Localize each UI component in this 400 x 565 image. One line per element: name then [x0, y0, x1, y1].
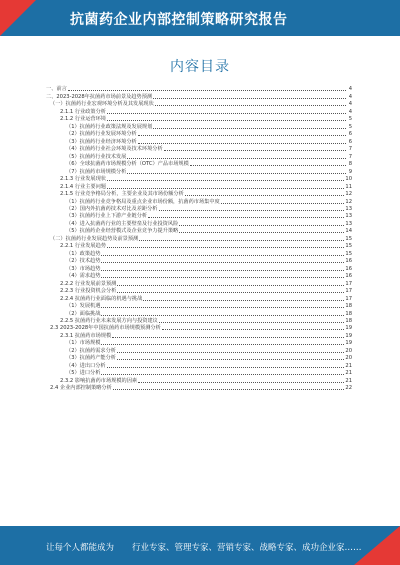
toc-entry-page: 17	[345, 288, 352, 295]
toc-leader-dots	[113, 389, 345, 390]
toc-entry-page: 16	[345, 258, 352, 265]
toc-entry-page: 20	[345, 355, 352, 362]
toc-leader-dots	[112, 337, 344, 338]
toc-entry-title: （5）抗菌药行业技术发展	[66, 153, 127, 160]
toc-entry[interactable]	[46, 108, 352, 115]
toc-leader-dots	[153, 128, 346, 129]
toc-entry[interactable]	[46, 385, 352, 392]
toc-entry-page: 21	[345, 377, 352, 384]
toc-leader-dots	[138, 382, 344, 383]
toc-entry[interactable]	[46, 206, 352, 213]
toc-entry[interactable]	[46, 86, 352, 93]
toc-entry-title: （5）抗菌药企业经营模式及企业竞争力提升策略	[66, 228, 179, 235]
toc-leader-dots	[117, 352, 344, 353]
toc-leader-dots	[101, 374, 344, 375]
toc-entry[interactable]	[46, 123, 352, 130]
toc-leader-dots	[153, 98, 346, 99]
footer-slogan-right: 行业专家、管理专家、营销专家、战略专家、成功企业家……	[132, 543, 362, 553]
toc-leader-dots	[117, 359, 344, 360]
toc-leader-dots	[117, 292, 344, 293]
toc-leader-dots	[148, 217, 344, 218]
toc-entry[interactable]	[46, 265, 352, 272]
footer-slogan-left: 让每个人都能成为	[46, 543, 115, 553]
toc-leader-dots	[127, 158, 346, 159]
toc-entry-page: 18	[345, 318, 352, 324]
toc-entry-page: 6	[348, 138, 352, 145]
toc-entry-page: 7	[348, 146, 352, 153]
toc-entry-title: 2.3.1 抗菌药市场规模	[60, 332, 112, 339]
toc-entry-page: 5	[348, 116, 352, 123]
toc-leader-dots	[143, 300, 344, 301]
toc-entry[interactable]	[46, 288, 352, 295]
toc-entry-title: 2.2.5 抗菌药行业未来发展方向与投资建议	[60, 318, 158, 324]
toc-leader-dots	[164, 150, 346, 151]
toc-leader-dots	[101, 255, 344, 256]
toc-leader-dots	[107, 367, 345, 368]
toc-leader-dots	[107, 247, 344, 248]
toc-entry-title: （二）抗菌药行业发展趋势及前景预测	[50, 235, 139, 242]
toc-entry-page: 4	[348, 86, 352, 93]
toc-leader-dots	[179, 232, 344, 233]
toc-leader-dots	[138, 143, 346, 144]
toc-entry-page: 4	[348, 101, 352, 108]
table-of-contents	[46, 86, 352, 392]
toc-leader-dots	[101, 307, 344, 308]
toc-entry[interactable]	[46, 303, 352, 310]
toc-entry[interactable]	[46, 310, 352, 317]
toc-leader-dots	[107, 120, 346, 121]
toc-entry-page: 14	[345, 228, 352, 235]
toc-entry[interactable]	[46, 131, 352, 138]
toc-entry-page: 18	[345, 303, 352, 310]
toc-entry-title: （4）抗菌药行业社会环境及技术环境分析	[66, 146, 163, 153]
header-corner-accent	[0, 0, 36, 36]
toc-entry-title: 2.4 企业内部控制策略分析	[50, 385, 112, 392]
toc-entry-title: （1）政策趋势	[66, 250, 101, 257]
toc-entry[interactable]	[46, 220, 352, 227]
toc-entry-page: 11	[345, 183, 352, 190]
toc-entry[interactable]	[46, 318, 352, 325]
toc-leader-dots	[127, 173, 346, 174]
toc-entry-title: 2.1.4 行业主要问题	[60, 183, 106, 190]
report-title: 抗菌药企业内部控制策略研究报告	[70, 12, 288, 28]
toc-entry-title: 二、2023-2028年抗菌药市场前景及趋势预测	[46, 93, 153, 100]
toc-entry-title: （3）抗菌药产能分析	[66, 355, 116, 362]
toc-entry-title: （2）抗菌药需求分析	[66, 347, 116, 354]
toc-entry-page: 12	[345, 191, 352, 198]
toc-entry-title: （4）进出口分析	[66, 362, 106, 369]
toc-entry[interactable]	[46, 213, 352, 220]
toc-entry-page: 13	[345, 205, 352, 212]
toc-entry-title: （3）抗菌药行业经济环境分析	[66, 138, 137, 145]
toc-entry-title: 2.2.3 行业投资机会分析	[60, 288, 117, 295]
toc-entry[interactable]	[46, 250, 352, 257]
toc-entry[interactable]	[46, 347, 352, 354]
toc-entry[interactable]	[46, 153, 352, 160]
toc-entry-title: 2.1.5 行业竞争格局分析，主要企业及其市场份额分析	[60, 191, 184, 198]
toc-entry[interactable]	[46, 235, 352, 242]
toc-entry-page: 4	[348, 108, 352, 115]
toc-entry[interactable]	[46, 138, 352, 145]
toc-entry-page: 19	[345, 325, 352, 332]
toc-entry[interactable]	[46, 377, 352, 384]
toc-entry-page: 7	[348, 153, 352, 160]
toc-entry-title: （1）发展机遇	[66, 303, 101, 310]
toc-entry-title: （3）抗菌药行业上下游产业链分析	[66, 213, 148, 220]
toc-leader-dots	[190, 165, 346, 166]
toc-entry-title: （5）进口分析	[66, 370, 101, 377]
toc-entry[interactable]	[46, 183, 352, 190]
toc-entry-page: 13	[345, 213, 352, 220]
toc-entry-page: 18	[345, 310, 352, 317]
toc-entry-page: 12	[345, 198, 352, 205]
toc-entry-page: 15	[345, 243, 352, 250]
toc-entry-title: 2.2.2 行业发展前景预测	[60, 280, 117, 287]
toc-entry-title: （4）需求趋势	[66, 273, 101, 280]
toc-entry[interactable]	[46, 101, 352, 108]
toc-leader-dots	[101, 344, 344, 345]
toc-entry-page: 16	[345, 265, 352, 272]
toc-leader-dots	[155, 105, 346, 106]
toc-entry[interactable]	[46, 198, 352, 205]
toc-leader-dots	[101, 262, 344, 263]
toc-entry-title: 2.3 2023-2028年中国抗菌药市场规模预测分析	[50, 325, 161, 332]
toc-entry[interactable]	[46, 340, 352, 347]
toc-entry[interactable]	[46, 161, 352, 168]
toc-leader-dots	[107, 188, 344, 189]
toc-leader-dots	[107, 113, 346, 114]
toc-leader-dots	[139, 240, 344, 241]
toc-leader-dots	[162, 329, 345, 330]
toc-entry-page: 21	[345, 362, 352, 369]
toc-entry[interactable]	[46, 332, 352, 339]
toc-entry[interactable]	[46, 273, 352, 280]
toc-entry[interactable]	[46, 325, 352, 332]
toc-entry-title: 2.2.1 行业发展趋势	[60, 243, 106, 250]
toc-entry[interactable]	[46, 168, 352, 175]
toc-entry[interactable]	[46, 191, 352, 198]
toc-entry-title: （2）抗菌药行业发展环境分析	[66, 131, 137, 138]
toc-entry-title: （一）抗菌药行业宏观环境分析及其发展现状	[50, 101, 154, 108]
toc-entry[interactable]	[46, 295, 352, 302]
toc-leader-dots	[185, 195, 345, 196]
toc-entry[interactable]	[46, 243, 352, 250]
toc-entry[interactable]	[46, 93, 352, 100]
toc-entry-page: 17	[345, 295, 352, 302]
toc-entry-page: 9	[348, 168, 352, 175]
toc-entry-page: 19	[345, 340, 352, 347]
toc-entry-page: 19	[345, 332, 352, 339]
toc-entry-page: 22	[345, 385, 352, 392]
toc-entry-page: 17	[345, 280, 352, 287]
toc-entry-page: 6	[348, 131, 352, 138]
toc-leader-dots	[101, 277, 344, 278]
toc-entry[interactable]	[46, 362, 352, 369]
toc-entry-page: 21	[345, 370, 352, 377]
toc-entry-title: （2）技术趋势	[66, 258, 101, 265]
toc-entry-title: 2.1.1 行业政策分析	[60, 108, 106, 115]
toc-leader-dots	[107, 180, 344, 181]
toc-entry-title: 一、前言	[46, 86, 67, 93]
toc-entry-title: （1）抗菌药行业竞争格局及重点企业市场份额，抗菌药市场集中度	[66, 198, 220, 205]
toc-entry-page: 20	[345, 347, 352, 354]
toc-entry-page: 5	[348, 123, 352, 130]
toc-entry-title: 2.1.3 行业发展现状	[60, 176, 106, 183]
toc-entry-page: 13	[345, 220, 352, 227]
toc-entry-title: 2.1.2 行业运营环境	[60, 116, 106, 123]
toc-entry-title: （6）全球抗菌药市场规模分析（OTC）产品市场规模	[66, 161, 189, 168]
toc-leader-dots	[221, 203, 345, 204]
toc-entry-title: （2）面临挑战	[66, 310, 101, 317]
toc-leader-dots	[159, 210, 345, 211]
toc-entry-title: 2.3.2 影响抗菌药市场规模的因素	[60, 377, 138, 384]
toc-entry-page: 16	[345, 273, 352, 280]
toc-entry-title: （1）市场规模	[66, 340, 101, 347]
toc-entry[interactable]	[46, 228, 352, 235]
toc-leader-dots	[101, 315, 344, 316]
toc-entry-title: 2.2.4 抗菌药行业面临的机遇与挑战	[60, 295, 143, 302]
toc-entry-title: （2）国内外抗菌药技术对比及差距分析	[66, 205, 158, 212]
toc-leader-dots	[159, 322, 345, 323]
toc-entry-title: （1）抗菌药行业政策法规及发展规划	[66, 123, 153, 130]
toc-entry[interactable]	[46, 370, 352, 377]
toc-entry-page: 15	[345, 250, 352, 257]
toc-entry-page: 4	[348, 93, 352, 100]
toc-entry[interactable]	[46, 355, 352, 362]
toc-leader-dots	[101, 270, 344, 271]
toc-entry[interactable]	[46, 176, 352, 183]
toc-leader-dots	[179, 225, 344, 226]
toc-entry[interactable]	[46, 116, 352, 123]
toc-leader-dots	[68, 90, 346, 91]
toc-entry[interactable]	[46, 258, 352, 265]
toc-leader-dots	[117, 285, 344, 286]
toc-leader-dots	[138, 135, 346, 136]
toc-entry[interactable]	[46, 280, 352, 287]
toc-heading: 内容目录	[170, 59, 230, 75]
toc-entry-title: （7）抗菌药市场规模分析	[66, 168, 127, 175]
toc-entry-page: 8	[348, 161, 352, 168]
toc-entry-title: （4）进入抗菌药行业的主要壁垒及行业投资风险	[66, 220, 179, 227]
toc-entry[interactable]	[46, 146, 352, 153]
toc-entry-title: （3）市场趋势	[66, 265, 101, 272]
toc-entry-page: 15	[345, 235, 352, 242]
toc-entry-page: 10	[345, 176, 352, 183]
